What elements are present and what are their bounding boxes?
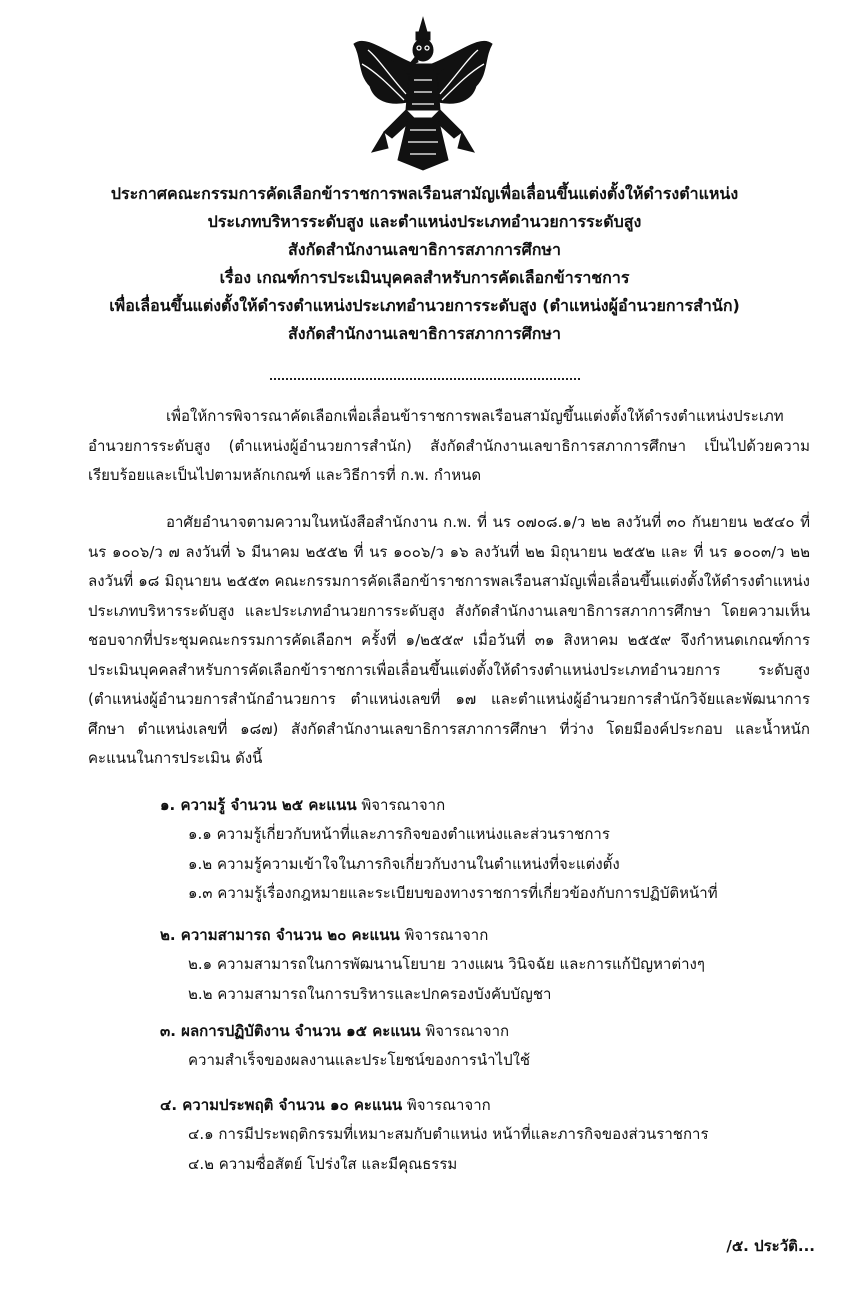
criterion-title — [160, 1016, 800, 1046]
criterion-suffix: พิจารณาจาก — [425, 1022, 510, 1040]
criterion-title — [160, 1090, 800, 1120]
garuda-emblem-icon — [348, 14, 498, 174]
criterion-ability — [160, 920, 800, 1009]
criterion-item: ๔.๑ การมีประพฤติกรรมที่เหมาะสมกับตำแหน่ง หน้าที่และภารกิจของส่วนราชการ — [188, 1125, 709, 1143]
page-continuation: /๕. ประวัติ... — [726, 1237, 815, 1255]
criterion-heading: ๔. ความประพฤติ จำนวน ๑๐ คะแนน — [160, 1096, 403, 1114]
intro-paragraph-1: เพื่อให้การพิจารณาคัดเลือกเพื่อเลื่อนข้าราชการพลเรือนสามัญขึ้นแต่งตั้งให้ดำรงตำแหน่งประเภทอำนวยการระดับสูง (ตำแหน่งผู้อำนวยการสำนัก) สังกัดสำนักงานเลขาธิการสภาการศึกษา เป็นไปด้วยความเรียบร้อยและเป็นไปตามหลักเกณฑ์ และวิธีการที่ ก.พ. กำหนด — [88, 407, 810, 484]
criterion-item: ๔.๒ ความซื่อสัตย์ โปร่งใส และมีคุณธรรม — [188, 1154, 458, 1173]
criterion-item: ๒.๑ ความสามารถในการพัฒนานโยบาย วางแผน วินิจฉัย และการแก้ปัญหาต่างๆ — [188, 955, 705, 973]
criterion-performance — [160, 1016, 800, 1076]
document-header — [40, 180, 809, 348]
criterion-heading: ๑. ความรู้ จำนวน ๒๕ คะแนน — [160, 796, 357, 814]
header-line: เพื่อเลื่อนขึ้นแต่งตั้งให้ดำรงตำแหน่งประเภทอำนวยการระดับสูง (ตำแหน่งผู้อำนวยการสำนัก) — [109, 296, 740, 315]
header-line: สังกัดสำนักงานเลขาธิการสภาการศึกษา — [288, 240, 561, 259]
criterion-item: ๑.๓ ความรู้เรื่องกฎหมายและระเบียบของทางราชการที่เกี่ยวข้องกับการปฏิบัติหน้าที่ — [188, 884, 718, 902]
criterion-suffix: พิจารณาจาก — [406, 1096, 491, 1114]
criterion-suffix: พิจารณาจาก — [404, 926, 489, 944]
criterion-title — [160, 920, 800, 950]
criterion-item: ๑.๑ ความรู้เกี่ยวกับหน้าที่และภารกิจของตำแหน่งและส่วนราชการ — [188, 825, 610, 843]
criterion-item: ๒.๒ ความสามารถในการบริหารและปกครองบังคับบัญชา — [188, 984, 552, 1003]
intro-paragraph-2: อาศัยอำนาจตามความในหนังสือสำนักงาน ก.พ. ที่ นร ๐๗๐๘.๑/ว ๒๒ ลงวันที่ ๓๐ กันยายน ๒๕๔๐ ที่ นร ๑๐๐๖/ว ๗ ลงวันที่ ๖ มีนาคม ๒๕๕๒ ที่ นร ๑๐๐๖/ว ๑๖ ลงวันที่ ๒๒ มิถุนายน ๒๕๕๒ และ ที่ นร ๑๐๐๓/ว ๒๒ ลงวันที่ ๑๘ มิถุนายน ๒๕๕๓ คณะกรรมการคัดเลือกข้าราชการพลเรือนสามัญเพื่อเลื่อนขึ้นแต่งตั้งให้ดำรงตำแหน่งประเภทบริหารระดับสูง และประเภทอำนวยการระดับสูง สังกัดสำนักงานเลขาธิการสภาการศึกษา โดยความเห็นชอบจากที่ประชุมคณะกรรมการคัดเลือกฯ ครั้งที่ ๑/๒๕๕๙ เมื่อวันที่ ๓๑ สิงหาคม ๒๕๕๙ จึงกำหนดเกณฑ์การประเมินบุคคลสำหรับการคัดเลือกข้าราชการเพื่อเลื่อนขึ้นแต่งตั้งให้ดำรงตำแหน่งประเภทอำนวยการ ระดับสูง (ตำแหน่งผู้อำนวยการสำนักอำนวยการ ตำแหน่งเลขที่ ๑๗ และตำแหน่งผู้อำนวยการสำนักวิจัยและพัฒนาการศึกษา ตำแหน่งเลขที่ ๑๘๗) สังกัดสำนักงานเลขาธิการสภาการศึกษา ที่ว่าง โดยมีองค์ประกอบ และน้ำหนักคะแนนในการประเมิน ดังนี้ — [88, 513, 810, 767]
header-line: ประกาศคณะกรรมการคัดเลือกข้าราชการพลเรือนสามัญเพื่อเลื่อนขึ้นแต่งตั้งให้ดำรงตำแหน่ง — [110, 184, 739, 203]
dotted-divider — [270, 378, 580, 380]
criterion-conduct — [160, 1090, 800, 1179]
criterion-item: ๑.๒ ความรู้ความเข้าใจในภารกิจเกี่ยวกับงานในตำแหน่งที่จะแต่งตั้ง — [188, 854, 620, 873]
criterion-title — [160, 790, 800, 820]
criterion-suffix: พิจารณาจาก — [361, 796, 446, 814]
criterion-knowledge — [160, 790, 800, 909]
criterion-heading: ๓. ผลการปฏิบัติงาน จำนวน ๑๕ คะแนน — [160, 1022, 421, 1040]
header-line: ประเภทบริหารระดับสูง และตำแหน่งประเภทอำนวยการระดับสูง — [207, 212, 642, 231]
criterion-item: ความสำเร็จของผลงานและประโยชน์ของการนำไปใช้ — [188, 1051, 531, 1069]
header-line: สังกัดสำนักงานเลขาธิการสภาการศึกษา — [288, 324, 561, 343]
criterion-heading: ๒. ความสามารถ จำนวน ๒๐ คะแนน — [160, 926, 400, 944]
header-line: เรื่อง เกณฑ์การประเมินบุคคลสำหรับการคัดเลือกข้าราชการ — [219, 268, 630, 287]
